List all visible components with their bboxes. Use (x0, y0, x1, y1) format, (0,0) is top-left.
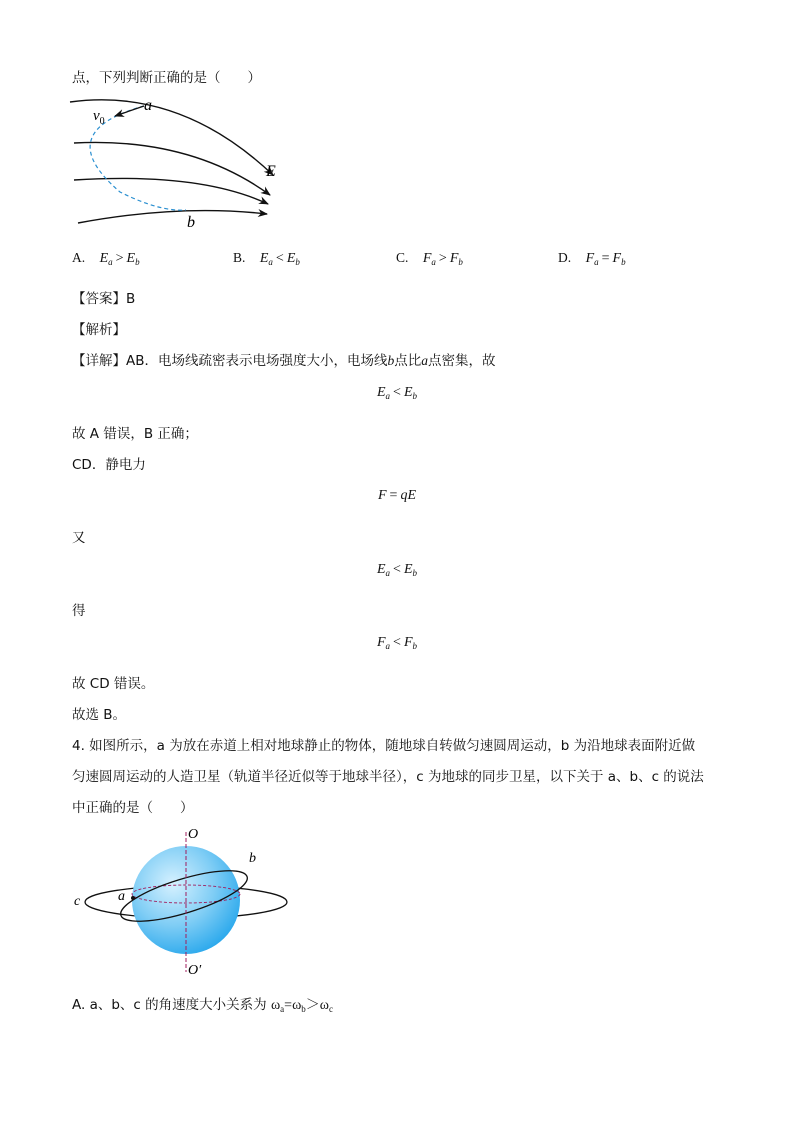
label-b: b (187, 214, 195, 231)
field-line-4 (78, 211, 267, 223)
detail-line: 【详解】AB．电场线疏密表示电场强度大小，电场线b点比a点密集，故 (72, 353, 496, 369)
label-E: E (266, 163, 276, 180)
line-cd: CD．静电力 (72, 457, 146, 473)
q4-line-2: 匀速圆周运动的人造卫星（轨道半径近似等于地球半径），c 为地球的同步卫星，以下关于 a、b、c 的说法 (72, 769, 704, 785)
q4-line-3: 中正确的是（ ） (72, 800, 194, 816)
line-de: 得 (72, 603, 86, 619)
field-line-1 (70, 100, 273, 175)
earth-orbits-figure (66, 822, 298, 982)
line-you: 又 (72, 530, 86, 546)
option-a[interactable]: A. $E_a > E_b$ (72, 250, 140, 267)
equation-3: $E_a < E_b$ (376, 562, 418, 578)
line-choose: 故选 B。 (72, 707, 127, 723)
label-O-prime: O′ (188, 963, 202, 978)
field-line-3 (74, 178, 268, 204)
answer-line: 【答案】B (72, 291, 136, 307)
velocity-arrow (115, 106, 144, 116)
label-v0: $v_0$ (93, 108, 105, 127)
q3-stem-tail: 点，下列判断正确的是（ ） (72, 70, 261, 86)
label-a: a (118, 889, 125, 904)
field-lines-figure (60, 92, 300, 232)
equation-4: $F_a < F_b$ (376, 635, 418, 651)
option-c[interactable]: C. $F_a > F_b$ (396, 250, 463, 267)
line-cd-wrong: 故 CD 错误。 (72, 676, 155, 692)
label-a: a (144, 97, 152, 114)
object-a (131, 896, 135, 900)
line-ab: 故 A 错误，B 正确； (72, 426, 198, 442)
label-O: O (188, 827, 199, 842)
option-d[interactable]: D. $F_a = F_b$ (558, 250, 626, 267)
q4-option-a[interactable]: A. a、b、c 的角速度大小关系为 $\omega_a=\omega_b>\omega_c$ (72, 997, 333, 1014)
analysis-title: 【解析】 (72, 322, 126, 338)
q4-line-1: 4. 如图所示，a 为放在赤道上相对地球静止的物体，随地球自转做匀速圆周运动，b 为沿地球表面附近做 (72, 738, 696, 754)
label-b: b (249, 851, 256, 866)
equation-1: $E_a < E_b$ (376, 385, 418, 401)
field-line-2 (74, 142, 270, 195)
equation-2: F = qE (377, 488, 417, 503)
option-b[interactable]: B. $E_a < E_b$ (233, 250, 300, 267)
label-c: c (74, 894, 81, 909)
